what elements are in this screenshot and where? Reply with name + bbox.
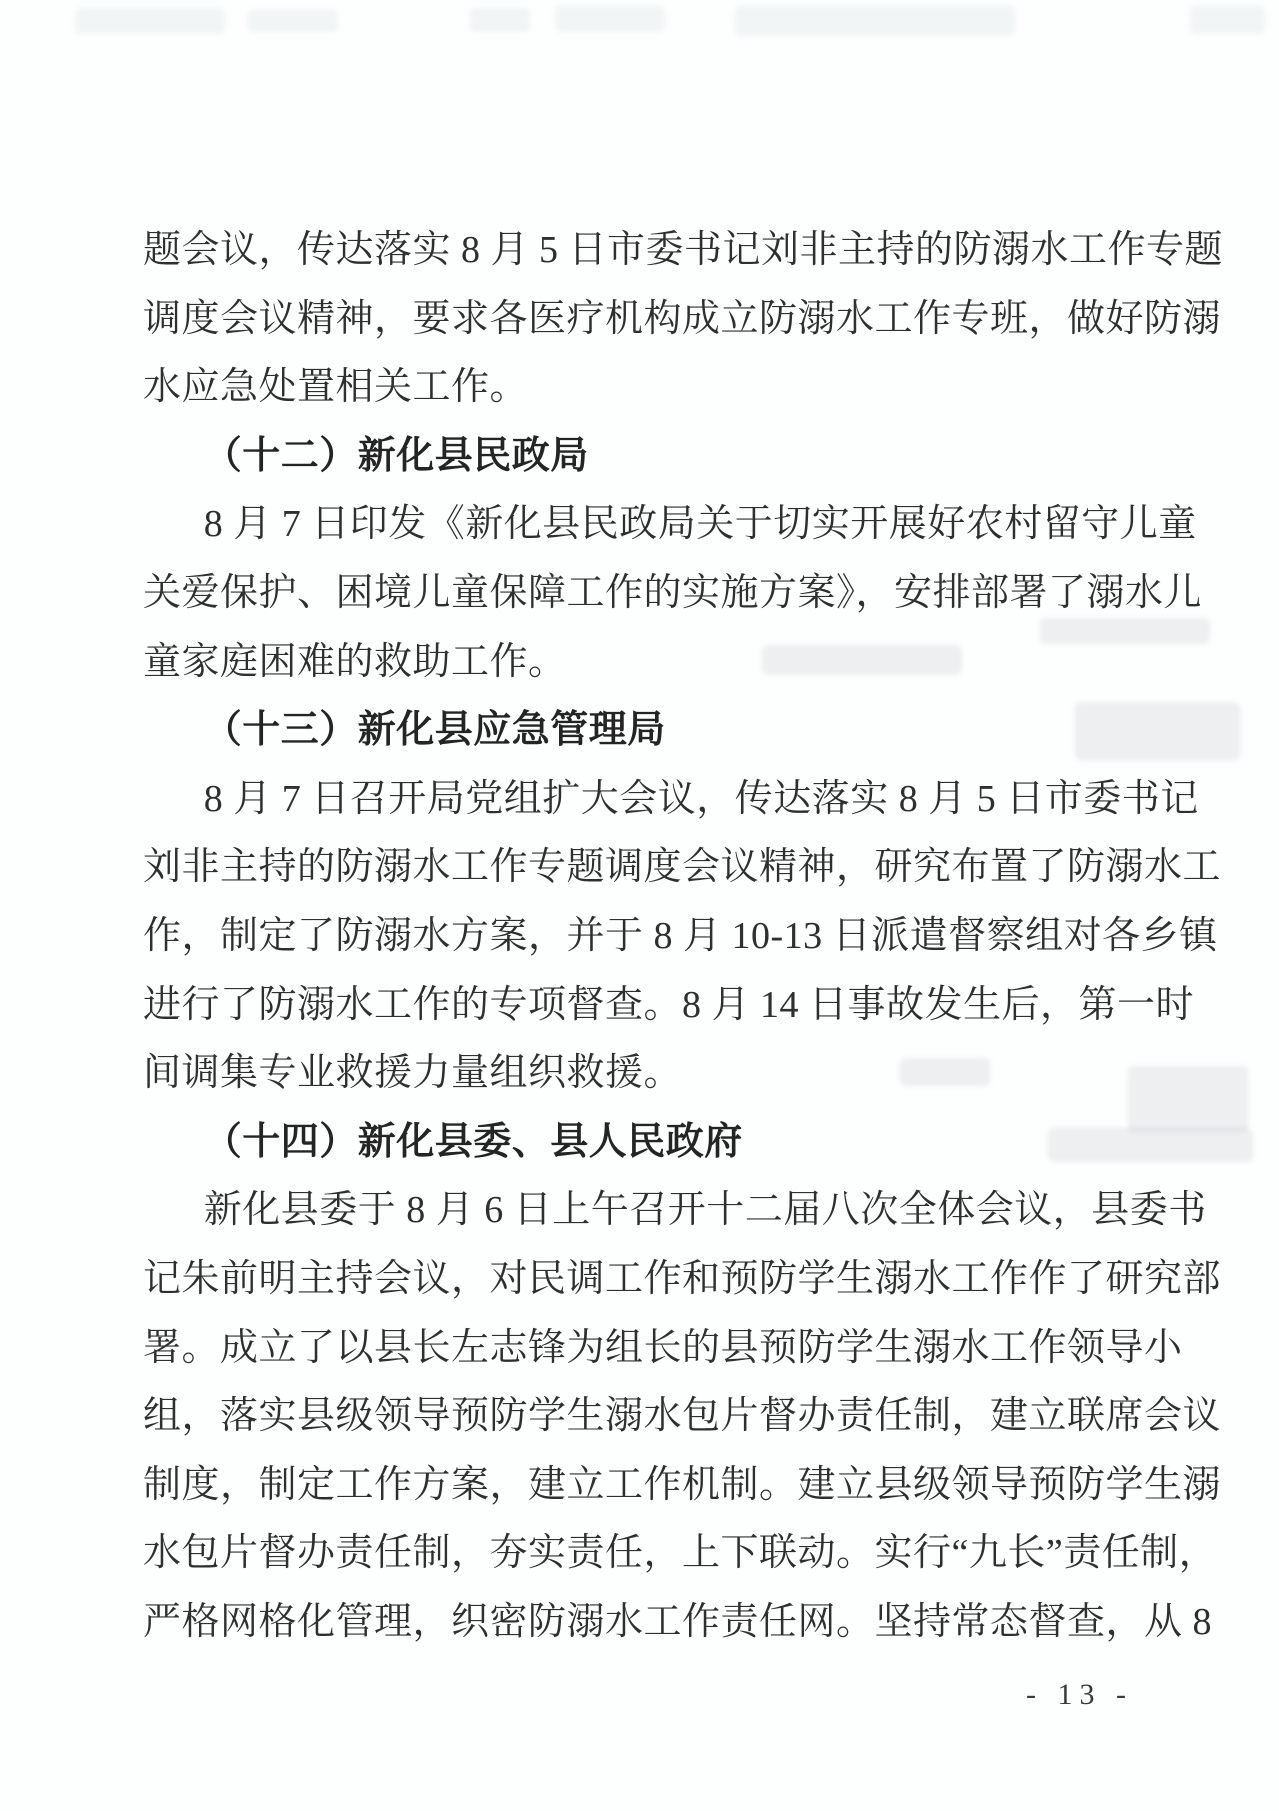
scan-bleed-artifact — [1190, 6, 1265, 34]
scan-bleed-artifact — [555, 6, 665, 32]
scan-bleed-artifact — [470, 8, 530, 32]
text-line: 制度，制定工作方案，建立工作机制。建立县级领导预防学生溺 — [143, 1463, 1222, 1506]
section-heading-12: （十二）新化县民政局 — [203, 434, 589, 477]
scan-bleed-artifact — [1128, 1066, 1248, 1132]
scan-bleed-artifact — [75, 8, 225, 34]
page-number: - 13 - — [1026, 1678, 1133, 1711]
text-line: 署。成立了以县长左志锋为组长的县预防学生溺水工作领导小 — [143, 1326, 1183, 1369]
text-line: 关爱保护、困境儿童保障工作的实施方案》，安排部署了溺水儿 — [143, 571, 1203, 614]
scan-bleed-artifact — [735, 6, 1015, 36]
text-line: 水应急处置相关工作。 — [143, 366, 529, 409]
scan-bleed-artifact — [248, 10, 338, 32]
text-line: 严格网格化管理，织密防溺水工作责任网。坚持常态督查，从 8 — [143, 1600, 1213, 1643]
section-heading-14: （十四）新化县委、县人民政府 — [203, 1120, 743, 1163]
text-line: 8 月 7 日召开局党组扩大会议，传达落实 8 月 5 日市委书记 — [203, 777, 1199, 820]
text-line: 刘非主持的防溺水工作专题调度会议精神，研究布置了防溺水工 — [143, 846, 1222, 889]
text-line: 进行了防溺水工作的专项督查。8 月 14 日事故发生后，第一时 — [143, 983, 1195, 1026]
document-text — [143, 216, 1224, 1656]
text-line: 8 月 7 日印发《新化县民政局关于切实开展好农村留守儿童 — [203, 503, 1197, 546]
text-line: 组，落实县级领导预防学生溺水包片督办责任制，建立联席会议 — [143, 1395, 1222, 1438]
text-line: 水包片督办责任制，夯实责任，上下联动。实行“九长”责任制， — [143, 1532, 1218, 1575]
text-line: 调度会议精神，要求各医疗机构成立防溺水工作专班，做好防溺 — [143, 297, 1222, 340]
text-line: 作，制定了防溺水方案，并于 8 月 10-13 日派遣督察组对各乡镇 — [143, 914, 1218, 957]
text-line: 童家庭困难的救助工作。 — [143, 640, 567, 683]
section-heading-13: （十三）新化县应急管理局 — [203, 709, 666, 752]
text-line: 间调集专业救援力量组织救援。 — [143, 1052, 683, 1095]
text-line: 记朱前明主持会议，对民调工作和预防学生溺水工作作了研究部 — [143, 1257, 1222, 1300]
text-line: 题会议，传达落实 8 月 5 日市委书记刘非主持的防溺水工作专题 — [143, 229, 1224, 271]
text-line: 新化县委于 8 月 6 日上午召开十二届八次全体会议，县委书 — [203, 1189, 1207, 1232]
